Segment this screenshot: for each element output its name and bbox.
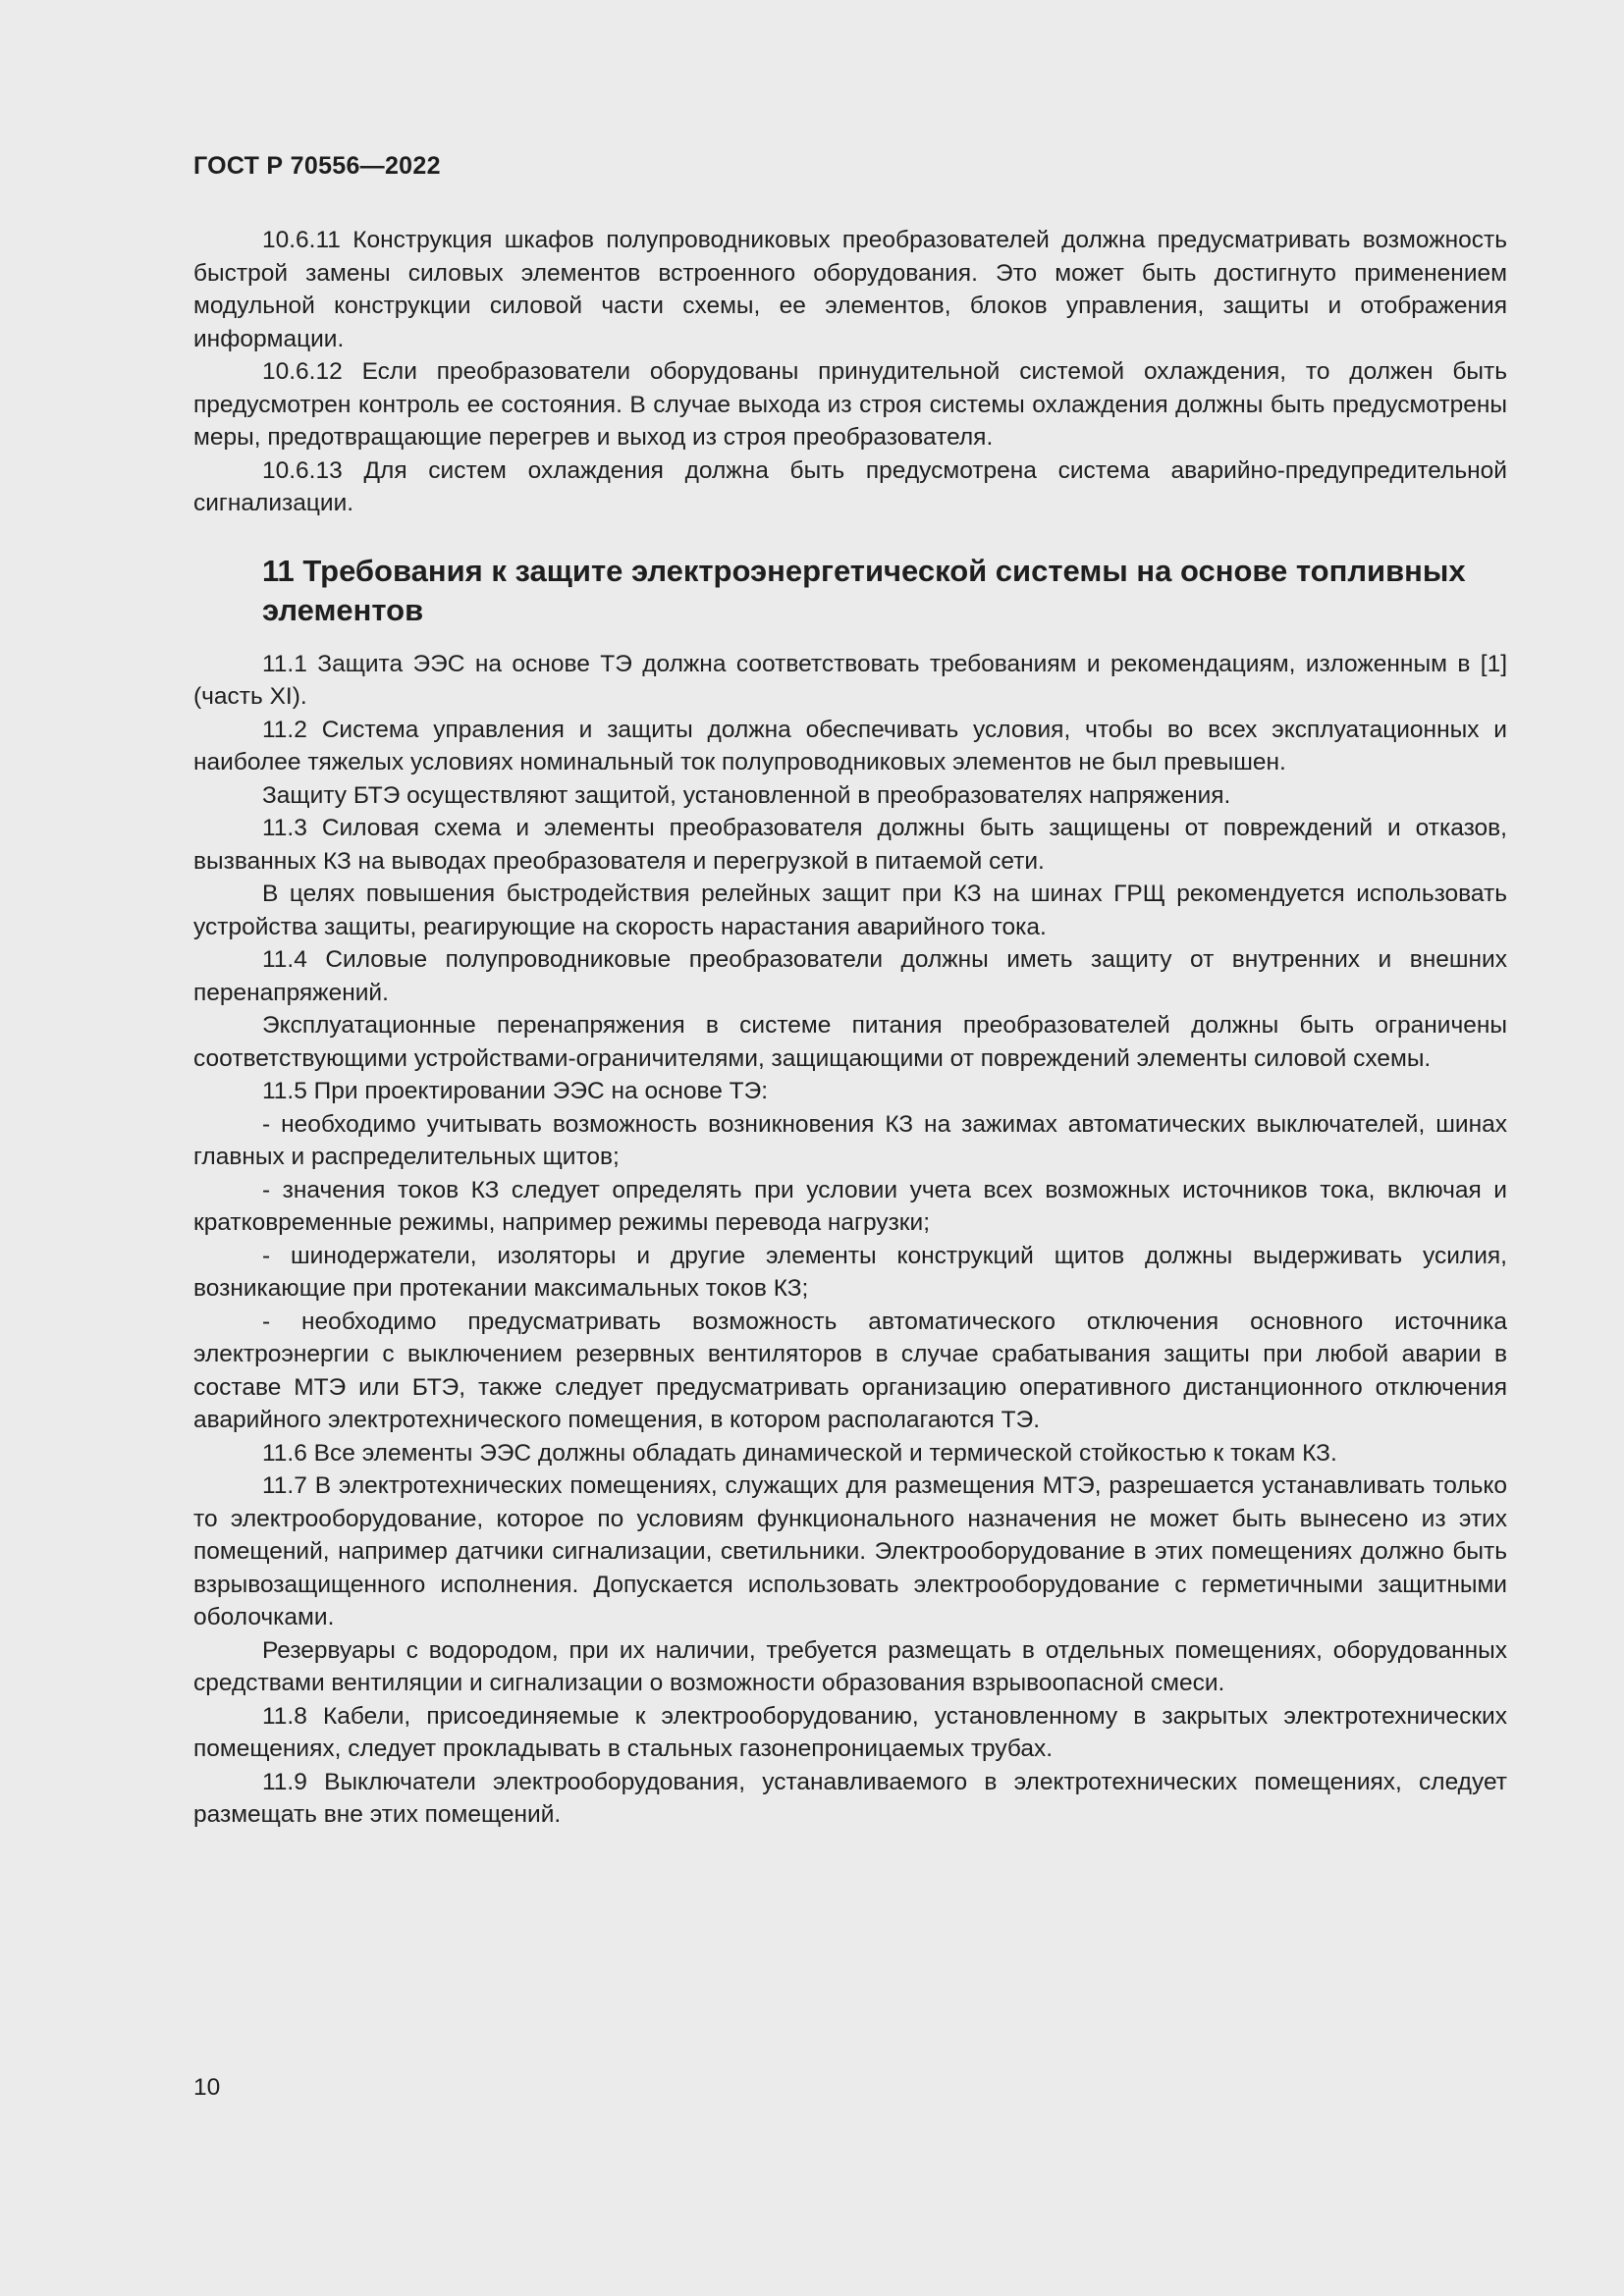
list-item-11-5-d: - необходимо предусматривать возможность автоматического отключения основного источника электроэнергии с выключением резервных вентиляторов в случае срабатывания защиты при любой аварии в составе МТЭ или БТЭ, также следует предусматривать организацию оперативного дистанционного отключения аварийного электротехнического помещения, в котором располагаются ТЭ. xyxy=(193,1308,1507,1433)
list-item-11-5-a: - необходимо учитывать возможность возникновения КЗ на зажимах автоматических выключателей, шинах главных и распределительных щитов; xyxy=(193,1110,1507,1170)
paragraph-11-7: 11.7 В электротехнических помещениях, служащих для размещения МТЭ, разрешается устанавливать только то электрооборудование, которое по условиям функционального назначения не может быть вынесено из этих помещений, например датчики сигнализации, светильники. Электрооборудование в этих помещениях должно быть взрывозащищенного исполнения. Допускается использовать электрооборудование с герметичными защитными оболочками. xyxy=(193,1472,1507,1630)
paragraph-11-7-note: Резервуары с водородом, при их наличии, требуется размещать в отдельных помещениях, оборудованных средствами вентиляции и сигнализации о возможности образования взрывоопасной смеси. xyxy=(193,1636,1507,1696)
page-number: 10 xyxy=(193,2074,221,2101)
paragraph-11-1: 11.1 Защита ЭЭС на основе ТЭ должна соответствовать требованиям и рекомендациям, изложенным в [1] (часть XI). xyxy=(193,650,1507,710)
paragraph-11-4: 11.4 Силовые полупроводниковые преобразователи должны иметь защиту от внутренних и внешних перенапряжений. xyxy=(193,946,1507,1006)
list-item-11-5-b: - значения токов КЗ следует определять при условии учета всех возможных источников тока, включая и кратковременные режимы, например режимы перевода нагрузки; xyxy=(193,1176,1507,1236)
paragraph-11-8: 11.8 Кабели, присоединяемые к электрооборудованию, установленному в закрытых электротехнических помещениях, следует прокладывать в стальных газонепроницаемых трубах. xyxy=(193,1702,1507,1762)
document-body xyxy=(193,224,1507,1832)
paragraph-11-4-note: Эксплуатационные перенапряжения в системе питания преобразователей должны быть ограничены соответствующими устройствами-ограничителями, защищающими от повреждений элементы силовой схемы. xyxy=(193,1012,1507,1072)
section-title-11: 11 Требования к защите электроэнергетической системы на основе топливных элементов xyxy=(262,553,1466,627)
list-item-11-5-c: - шинодержатели, изоляторы и другие элементы конструкций щитов должны выдерживать усилия, возникающие при протекании максимальных токов КЗ; xyxy=(193,1242,1507,1302)
paragraph-10-6-13: 10.6.13 Для систем охлаждения должна быть предусмотрена система аварийно-предупредительной сигнализации. xyxy=(193,456,1507,516)
paragraph-10-6-11: 10.6.11 Конструкция шкафов полупроводниковых преобразователей должна предусматривать возможность быстрой замены силовых элементов встроенного оборудования. Это может быть достигнуто применением модульной конструкции силовой части схемы, ее элементов, блоков управления, защиты и отображения информации. xyxy=(193,227,1507,352)
paragraph-11-3-note: В целях повышения быстродействия релейных защит при КЗ на шинах ГРЩ рекомендуется использовать устройства защиты, реагирующие на скорость нарастания аварийного тока. xyxy=(193,881,1507,940)
paragraph-11-9: 11.9 Выключатели электрооборудования, устанавливаемого в электротехнических помещениях, следует размещать вне этих помещений. xyxy=(193,1768,1507,1828)
document-header: ГОСТ Р 70556—2022 xyxy=(193,152,441,180)
paragraph-11-5: 11.5 При проектировании ЭЭС на основе ТЭ: xyxy=(262,1078,769,1104)
paragraph-11-2-note: Защиту БТЭ осуществляют защитой, установленной в преобразователях напряжения. xyxy=(262,781,1231,809)
paragraph-10-6-12: 10.6.12 Если преобразователи оборудованы принудительной системой охлаждения, то должен быть предусмотрен контроль ее состояния. В случае выхода из строя системы охлаждения должны быть предусмотрены меры, предотвращающие перегрев и выход из строя преобразователя. xyxy=(193,358,1507,451)
paragraph-11-3: 11.3 Силовая схема и элементы преобразователя должны быть защищены от повреждений и отказов, вызванных КЗ на выводах преобразователя и перегрузкой в питаемой сети. xyxy=(193,815,1507,875)
paragraph-11-2: 11.2 Система управления и защиты должна обеспечивать условия, чтобы во всех эксплуатационных и наиболее тяжелых условиях номинальный ток полупроводниковых элементов не был превышен. xyxy=(193,716,1507,775)
paragraph-11-6: 11.6 Все элементы ЭЭС должны обладать динамической и термической стойкостью к токам КЗ. xyxy=(262,1439,1337,1467)
